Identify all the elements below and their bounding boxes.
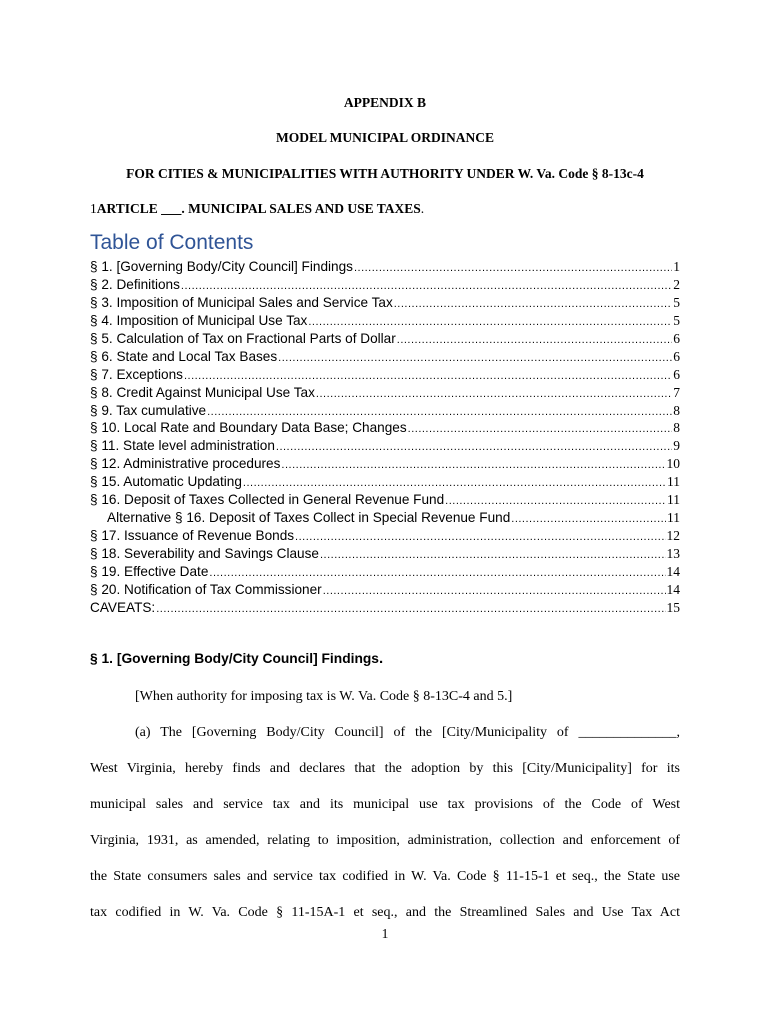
- toc-entry[interactable]: [90, 403, 680, 421]
- toc-leader-dots: [445, 495, 666, 507]
- page-number: 1: [381, 926, 389, 941]
- toc-entry-page: 2: [673, 276, 680, 292]
- toc-entry-label: § 19. Effective Date: [90, 563, 209, 579]
- toc-entry-page: 7: [673, 384, 680, 400]
- toc-entry-label: § 16. Deposit of Taxes Collected in General Revenue Fund: [90, 492, 445, 508]
- toc-entry[interactable]: [90, 600, 680, 618]
- toc-leader-dots: [243, 477, 666, 489]
- table-of-contents: [90, 259, 680, 618]
- toc-entry-page: 15: [666, 599, 680, 615]
- toc-entry-page: 9: [673, 438, 680, 454]
- toc-entry-label: § 18. Severability and Savings Clause: [90, 546, 319, 561]
- toc-entry-label: § 12. Administrative procedures: [90, 456, 281, 472]
- toc-entry[interactable]: [90, 582, 680, 600]
- toc-entry-page: 11: [667, 474, 680, 490]
- toc-leader-dots: [278, 352, 672, 364]
- toc-entry-page: 8: [673, 420, 680, 436]
- toc-entry[interactable]: [90, 367, 680, 385]
- toc-entry[interactable]: [90, 564, 680, 582]
- toc-leader-dots: [156, 603, 665, 615]
- toc-leader-dots: [408, 423, 673, 435]
- toc-entry[interactable]: [90, 259, 680, 277]
- article-heading: [90, 201, 424, 217]
- toc-entry-label: CAVEATS:: [90, 599, 156, 615]
- article-period: .: [420, 201, 425, 216]
- footnote-marker: 1: [90, 201, 97, 216]
- toc-entry-page: 11: [667, 510, 680, 526]
- section-1-period: .: [378, 650, 384, 667]
- toc-entry-label: § 7. Exceptions: [90, 366, 183, 382]
- toc-entry-label: § 20. Notification of Tax Commissioner: [90, 581, 322, 597]
- toc-leader-dots: [281, 459, 665, 471]
- paragraph-line: Virginia, 1931, as amended, relating to imposition, administration, collection and enforcement of: [90, 833, 680, 848]
- article-title: ARTICLE ___. MUNICIPAL SALES AND USE TAXES: [96, 201, 421, 216]
- toc-entry-label: § 9. Tax cumulative: [90, 402, 207, 418]
- toc-entry-label: § 15. Automatic Updating: [90, 474, 242, 490]
- toc-entry[interactable]: [90, 474, 680, 492]
- toc-title: Table of Contents: [90, 231, 254, 254]
- toc-entry-label: § 17. Issuance of Revenue Bonds: [90, 528, 295, 544]
- toc-entry-page: 10: [666, 456, 680, 472]
- toc-leader-dots: [276, 441, 672, 453]
- toc-leader-dots: [295, 531, 665, 543]
- toc-entry-page: 11: [667, 492, 680, 508]
- paragraph-line: (a) The [Governing Body/City Council] of the [City/Municipality of ______________,: [135, 725, 680, 740]
- toc-entry-page: 1: [673, 259, 680, 274]
- toc-leader-dots: [308, 316, 672, 328]
- toc-leader-dots: [207, 406, 672, 418]
- toc-entry-page: 5: [673, 294, 680, 310]
- paragraph-line: the State consumers sales and service tax codified in W. Va. Code § 11-15-1 et seq., the State use: [90, 869, 680, 884]
- toc-leader-dots: [320, 549, 666, 561]
- toc-entry-page: 6: [673, 330, 680, 346]
- toc-entry-page: 14: [666, 581, 680, 597]
- toc-entry-label: § 10. Local Rate and Boundary Data Base; Changes: [90, 420, 407, 436]
- toc-leader-dots: [511, 513, 666, 525]
- section-1-paragraph: [90, 725, 680, 941]
- toc-entry[interactable]: [90, 295, 680, 313]
- toc-leader-dots: [354, 262, 672, 274]
- toc-leader-dots: [397, 334, 672, 346]
- toc-leader-dots: [323, 585, 666, 597]
- toc-entry[interactable]: [90, 420, 680, 438]
- toc-entry[interactable]: [90, 528, 680, 546]
- paragraph-line: municipal sales and service tax and its municipal use tax provisions of the Code of West: [90, 797, 680, 812]
- toc-entry-page: 8: [673, 402, 680, 418]
- toc-entry[interactable]: [90, 456, 680, 474]
- toc-entry-label: § 1. [Governing Body/City Council] Findings: [90, 259, 353, 274]
- toc-entry-page: 14: [666, 563, 680, 579]
- toc-entry-label: § 2. Definitions: [90, 276, 180, 292]
- toc-entry[interactable]: [90, 438, 680, 456]
- document-subtitle: FOR CITIES & MUNICIPALITIES WITH AUTHORITY UNDER W. Va. Code § 8-13c-4: [126, 166, 644, 181]
- appendix-heading: APPENDIX B: [343, 95, 427, 110]
- toc-entry-label: § 5. Calculation of Tax on Fractional Parts of Dollar: [90, 330, 396, 346]
- toc-entry[interactable]: [90, 277, 680, 295]
- toc-entry-page: 13: [666, 546, 680, 561]
- toc-leader-dots: [209, 567, 665, 579]
- toc-leader-dots: [181, 280, 672, 292]
- paragraph-line: West Virginia, hereby finds and declares that the adoption by this [City/Municipality] for its: [90, 761, 680, 776]
- toc-entry-label: Alternative § 16. Deposit of Taxes Collect in Special Revenue Fund: [107, 510, 511, 526]
- section-1-title: § 1. [Governing Body/City Council] Findings: [90, 651, 379, 666]
- toc-entry-label: § 6. State and Local Tax Bases: [90, 348, 278, 364]
- toc-entry-page: 5: [673, 312, 680, 328]
- toc-entry-label: § 4. Imposition of Municipal Use Tax: [90, 312, 308, 328]
- section-1-heading: [90, 650, 383, 667]
- toc-leader-dots: [394, 298, 673, 310]
- toc-entry[interactable]: [90, 385, 680, 403]
- toc-entry[interactable]: [90, 510, 680, 528]
- toc-entry-page: 12: [666, 528, 680, 544]
- toc-entry-label: § 8. Credit Against Municipal Use Tax: [90, 384, 315, 400]
- document-title: MODEL MUNICIPAL ORDINANCE: [275, 130, 494, 145]
- toc-entry[interactable]: [90, 349, 680, 367]
- toc-entry[interactable]: [90, 331, 680, 349]
- toc-entry[interactable]: [90, 492, 680, 510]
- toc-entry-page: 6: [673, 348, 680, 364]
- paragraph-line: tax codified in W. Va. Code § 11-15A-1 et seq., and the Streamlined Sales and Use Tax Act: [90, 905, 680, 920]
- toc-entry-label: § 11. State level administration: [90, 438, 275, 454]
- toc-leader-dots: [316, 388, 672, 400]
- toc-entry-page: 6: [673, 366, 680, 382]
- toc-entry[interactable]: [90, 546, 680, 564]
- authority-note: [When authority for imposing tax is W. Va. Code § 8-13C-4 and 5.]: [135, 689, 513, 704]
- toc-leader-dots: [184, 370, 672, 382]
- toc-entry[interactable]: [90, 313, 680, 331]
- toc-entry-label: § 3. Imposition of Municipal Sales and Service Tax: [90, 294, 393, 310]
